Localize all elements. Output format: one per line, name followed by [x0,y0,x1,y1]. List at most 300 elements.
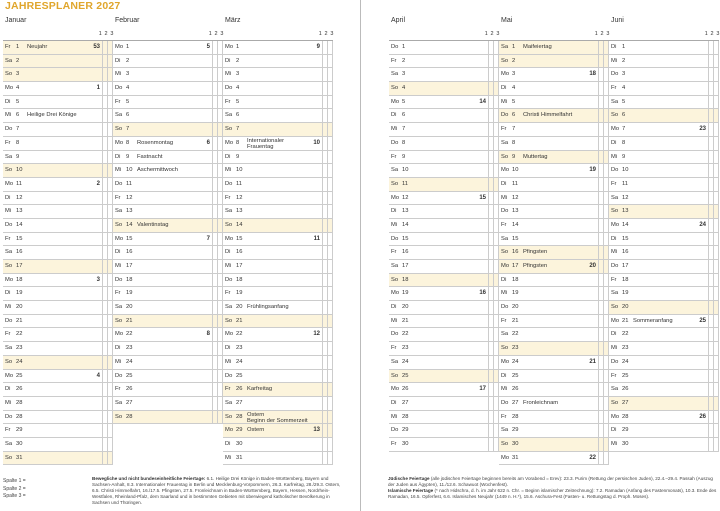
day-row[interactable] [3,164,113,178]
check-column-divider [488,233,489,246]
check-column-divider [603,178,604,191]
day-row[interactable] [499,287,609,301]
day-row[interactable] [499,438,609,452]
day-row[interactable] [113,41,223,55]
day-number: 12 [236,194,243,201]
day-number: 31 [16,454,23,461]
day-row[interactable] [609,356,719,370]
day-row[interactable] [3,370,113,384]
day-row[interactable] [609,274,719,288]
check-column-divider [718,438,719,451]
day-number: 11 [402,180,409,187]
day-row[interactable] [609,233,719,247]
weekday: So [391,180,399,187]
day-row[interactable] [223,82,333,96]
day-row[interactable] [113,260,223,274]
day-row[interactable] [389,55,499,69]
day-row[interactable] [389,123,499,137]
day-row[interactable] [223,123,333,137]
check-column-divider [327,342,328,355]
day-row[interactable] [3,192,113,206]
day-row[interactable] [3,274,113,288]
check-column-divider [327,82,328,95]
day-row[interactable] [389,411,499,425]
day-row[interactable] [3,246,113,260]
day-number: 2 [622,57,626,64]
check-column-divider [102,68,103,81]
day-row[interactable] [389,260,499,274]
day-row[interactable] [223,233,333,247]
day-row[interactable] [3,41,113,55]
day-row[interactable] [113,164,223,178]
day-number: 1 [236,44,240,50]
day-row[interactable] [223,68,333,82]
day-row[interactable] [499,424,609,438]
day-row[interactable] [113,151,223,165]
day-row[interactable] [389,370,499,384]
weekday: Fr [391,153,397,160]
check-column-divider [212,287,213,300]
day-row[interactable] [499,164,609,178]
check-column-divider [322,356,323,369]
day-row[interactable] [3,205,113,219]
day-row[interactable] [389,287,499,301]
day-row[interactable] [223,287,333,301]
day-row[interactable] [113,411,223,425]
day-row[interactable] [3,383,113,397]
check-column-divider [713,246,714,259]
day-row[interactable] [113,246,223,260]
day-number: 4 [16,85,20,92]
day-row[interactable] [113,274,223,288]
day-row[interactable] [113,55,223,69]
day-number: 1 [622,44,626,50]
day-number: 9 [16,153,20,160]
weekday: Fr [115,194,121,201]
day-row[interactable] [113,342,223,356]
day-row[interactable] [499,397,609,411]
day-row[interactable] [3,438,113,452]
check-column-divider [217,109,218,122]
check-column-divider [212,192,213,205]
day-row[interactable] [3,55,113,69]
day-row[interactable] [113,96,223,110]
day-number: 12 [402,194,409,201]
day-row[interactable] [3,411,113,425]
check-column-divider [708,370,709,383]
day-row[interactable] [499,151,609,165]
day-row[interactable] [389,178,499,192]
day-row[interactable] [499,55,609,69]
weekday: Mi [501,194,508,201]
day-row[interactable] [113,287,223,301]
day-row[interactable] [499,192,609,206]
day-number: 24 [512,358,519,365]
day-row[interactable] [223,246,333,260]
check-column-divider [217,192,218,205]
weekday: Fr [611,372,617,379]
day-number: 13 [126,208,133,215]
day-row[interactable] [499,137,609,151]
day-row[interactable] [499,274,609,288]
day-number: 16 [236,249,243,256]
day-row[interactable] [223,356,333,370]
day-row[interactable] [3,151,113,165]
day-row[interactable] [223,328,333,342]
day-row[interactable] [223,274,333,288]
day-row[interactable] [389,68,499,82]
day-row[interactable] [3,178,113,192]
day-row[interactable] [113,109,223,123]
weekday: Mo [611,126,620,133]
day-row[interactable] [3,260,113,274]
day-number: 23 [512,345,519,352]
check-column-divider [603,315,604,328]
day-row[interactable] [223,55,333,69]
day-row[interactable] [3,356,113,370]
weekday: Do [501,112,509,119]
day-row[interactable] [389,397,499,411]
day-number: 6 [512,112,516,119]
check-column-divider [102,328,103,341]
day-row[interactable] [389,109,499,123]
day-row[interactable] [609,205,719,219]
day-number: 2 [16,57,20,64]
day-row[interactable] [223,424,333,438]
holiday-label-line2: Frauentag [247,143,274,150]
weekday: So [391,372,399,379]
day-row[interactable] [609,438,719,452]
weekday: Mo [501,71,510,78]
day-row[interactable] [223,205,333,219]
weekday: Di [501,85,507,92]
check-column-divider [598,55,599,68]
weekday: Di [501,276,507,283]
day-row[interactable] [389,438,499,452]
day-number: 31 [512,454,519,461]
day-row[interactable] [113,68,223,82]
day-number: 28 [16,399,23,406]
day-number: 20 [16,304,23,311]
day-number: 19 [512,290,519,297]
check-column-divider [212,383,213,396]
weekday: Mo [611,413,620,420]
day-row[interactable] [499,68,609,82]
day-row[interactable] [609,287,719,301]
day-number: 2 [236,57,240,64]
day-row[interactable] [389,383,499,397]
day-row[interactable] [389,246,499,260]
day-number: 2 [402,57,406,64]
day-row[interactable] [223,192,333,206]
day-row[interactable] [609,424,719,438]
day-row[interactable] [609,123,719,137]
check-column-divider [598,383,599,396]
day-row[interactable] [499,342,609,356]
day-row[interactable] [3,137,113,151]
check-column-divider [107,96,108,109]
day-row[interactable] [3,452,113,466]
day-row[interactable] [3,109,113,123]
weekday: Do [225,85,233,92]
check-column-divider [598,424,599,437]
notes-right-title-islamic: Islamische Feiertage [388,487,434,493]
day-row[interactable] [3,315,113,329]
day-row[interactable] [499,383,609,397]
weekday: Mo [611,317,620,324]
check-column-divider [488,68,489,81]
day-row[interactable] [389,137,499,151]
day-row[interactable] [609,219,719,233]
day-row[interactable] [499,356,609,370]
check-column-divider [102,205,103,218]
day-row[interactable] [3,397,113,411]
weekday: Do [391,331,399,338]
check-column-divider [107,164,108,177]
day-row[interactable] [389,301,499,315]
check-column-divider [488,260,489,273]
week-number: 13 [313,427,320,434]
day-row[interactable] [609,178,719,192]
day-row[interactable] [389,192,499,206]
check-column-divider [327,246,328,259]
day-row[interactable] [223,301,333,315]
day-row[interactable] [609,301,719,315]
day-row[interactable] [113,178,223,192]
day-row[interactable] [3,301,113,315]
day-row[interactable] [499,123,609,137]
check-column-divider [332,328,333,341]
day-row[interactable] [609,55,719,69]
day-row[interactable] [389,151,499,165]
day-row[interactable] [3,287,113,301]
day-row[interactable] [609,137,719,151]
day-row[interactable] [499,328,609,342]
check-column-divider [488,82,489,95]
day-number: 22 [236,331,243,338]
day-number: 20 [622,304,629,311]
check-column-divider [332,315,333,328]
check-column-divider [327,137,328,150]
day-row[interactable] [223,96,333,110]
check-column-divider [102,356,103,369]
day-number: 19 [126,290,133,297]
check-column-divider [598,219,599,232]
check-column-divider [217,151,218,164]
check-column-divider [603,55,604,68]
check-column-divider [107,438,108,451]
day-row[interactable] [609,164,719,178]
day-row[interactable] [499,82,609,96]
day-row[interactable] [223,151,333,165]
day-row[interactable] [3,233,113,247]
day-row[interactable] [499,246,609,260]
day-row[interactable] [113,137,223,151]
day-row[interactable] [113,205,223,219]
weekday: Mo [5,85,14,92]
day-row[interactable] [609,41,719,55]
day-row[interactable] [609,151,719,165]
day-row[interactable] [389,233,499,247]
day-row[interactable] [223,411,333,425]
day-row[interactable] [113,82,223,96]
weekday: Mi [115,263,122,269]
day-row[interactable] [223,164,333,178]
day-row[interactable] [223,342,333,356]
day-row[interactable] [609,370,719,384]
day-row[interactable] [389,342,499,356]
day-row[interactable] [113,301,223,315]
day-number: 11 [126,180,133,187]
check-column-divider [332,82,333,95]
day-row[interactable] [3,219,113,233]
day-row[interactable] [223,315,333,329]
check-column-divider [327,328,328,341]
weekday: Mi [5,399,12,406]
week-number: 18 [589,71,596,78]
day-row[interactable] [223,438,333,452]
week-number: 19 [589,167,596,174]
day-row[interactable] [499,260,609,274]
day-row[interactable] [499,370,609,384]
column-numbers: 1 2 3 [208,31,224,37]
weekday: Di [611,44,617,50]
day-row[interactable] [389,96,499,110]
weekday: So [115,221,123,228]
day-number: 1 [126,44,130,50]
day-row[interactable] [609,109,719,123]
day-row[interactable] [499,315,609,329]
day-row[interactable] [389,164,499,178]
check-column-divider [708,301,709,314]
day-row[interactable] [499,233,609,247]
day-row[interactable] [389,274,499,288]
day-number: 27 [236,399,243,406]
day-number: 15 [512,235,519,242]
day-row[interactable] [609,315,719,329]
day-row[interactable] [3,68,113,82]
day-row[interactable] [3,82,113,96]
day-row[interactable] [499,109,609,123]
check-column-divider [598,41,599,54]
day-row[interactable] [113,328,223,342]
day-row[interactable] [113,383,223,397]
weekday: Fr [501,221,507,228]
check-column-divider [102,438,103,451]
day-row[interactable] [223,219,333,233]
weekday: Mo [115,139,124,146]
weekday: Mo [225,235,234,242]
day-row[interactable] [223,178,333,192]
day-row[interactable] [223,260,333,274]
day-row[interactable] [3,328,113,342]
day-number: 18 [16,276,23,283]
day-row[interactable] [223,109,333,123]
day-row[interactable] [3,342,113,356]
day-row[interactable] [499,205,609,219]
day-row[interactable] [223,370,333,384]
check-column-divider [488,411,489,424]
day-row[interactable] [609,383,719,397]
day-row[interactable] [3,424,113,438]
day-row[interactable] [3,96,113,110]
weekday: Di [225,153,231,160]
weekday: Di [391,208,397,215]
day-number: 24 [236,358,243,365]
day-row[interactable] [499,219,609,233]
day-row[interactable] [389,328,499,342]
day-row[interactable] [223,137,333,151]
check-column-divider [217,123,218,136]
check-column-divider [488,397,489,410]
day-row[interactable] [223,397,333,411]
weekday: Di [391,304,397,311]
day-row[interactable] [609,82,719,96]
day-number: 8 [236,139,240,146]
day-row[interactable] [609,192,719,206]
day-row[interactable] [223,383,333,397]
day-row[interactable] [499,411,609,425]
day-row[interactable] [223,41,333,55]
day-number: 6 [236,112,240,119]
weekday: Di [5,290,11,297]
day-row[interactable] [609,397,719,411]
day-row[interactable] [113,315,223,329]
week-number: 1 [96,85,100,92]
day-row[interactable] [609,96,719,110]
day-row[interactable] [113,123,223,137]
day-row[interactable] [389,424,499,438]
holiday-label: Pfingsten [523,263,548,269]
day-row[interactable] [609,260,719,274]
day-row[interactable] [389,356,499,370]
check-column-divider [598,233,599,246]
weekday: So [611,208,619,215]
day-row[interactable] [389,315,499,329]
day-row[interactable] [113,192,223,206]
day-row[interactable] [389,41,499,55]
notes-left-title: Bewegliche und nicht bundeseinheitliche Feiertage: [92,476,206,481]
day-row[interactable] [389,205,499,219]
day-row[interactable] [609,328,719,342]
check-column-divider [327,287,328,300]
day-row[interactable] [609,68,719,82]
weekday: Sa [501,331,509,338]
check-column-divider [708,328,709,341]
day-row[interactable] [3,123,113,137]
check-column-divider [603,397,604,410]
day-row[interactable] [609,411,719,425]
day-number: 6 [622,112,626,119]
day-row[interactable] [113,370,223,384]
day-row[interactable] [499,301,609,315]
notes-right-text-islamic: (* nach Hidschra, d. h. im Jahr 622 n. Chr. = Beginn islamischer Zeitrechnung): 7.2. Ramadan (Anfang des Fastenmonats), 10.3. Ende des Ramadan, 16.5. Opferfest, 6.6. Islamisches Neujahr (1449 n. H.*), 15.6. Aschura-Fest (Fasten- u. Rettungstag d. Proph. Moses). [388,487,717,499]
day-row[interactable] [499,452,609,466]
day-row[interactable] [113,397,223,411]
day-row[interactable] [499,41,609,55]
day-row[interactable] [499,96,609,110]
day-row[interactable] [389,82,499,96]
holiday-label [247,412,308,424]
day-row[interactable] [389,219,499,233]
day-row[interactable] [609,246,719,260]
day-row[interactable] [609,342,719,356]
day-row[interactable] [499,178,609,192]
day-row[interactable] [113,233,223,247]
day-row[interactable] [113,356,223,370]
day-row[interactable] [113,219,223,233]
day-row[interactable] [223,452,333,466]
